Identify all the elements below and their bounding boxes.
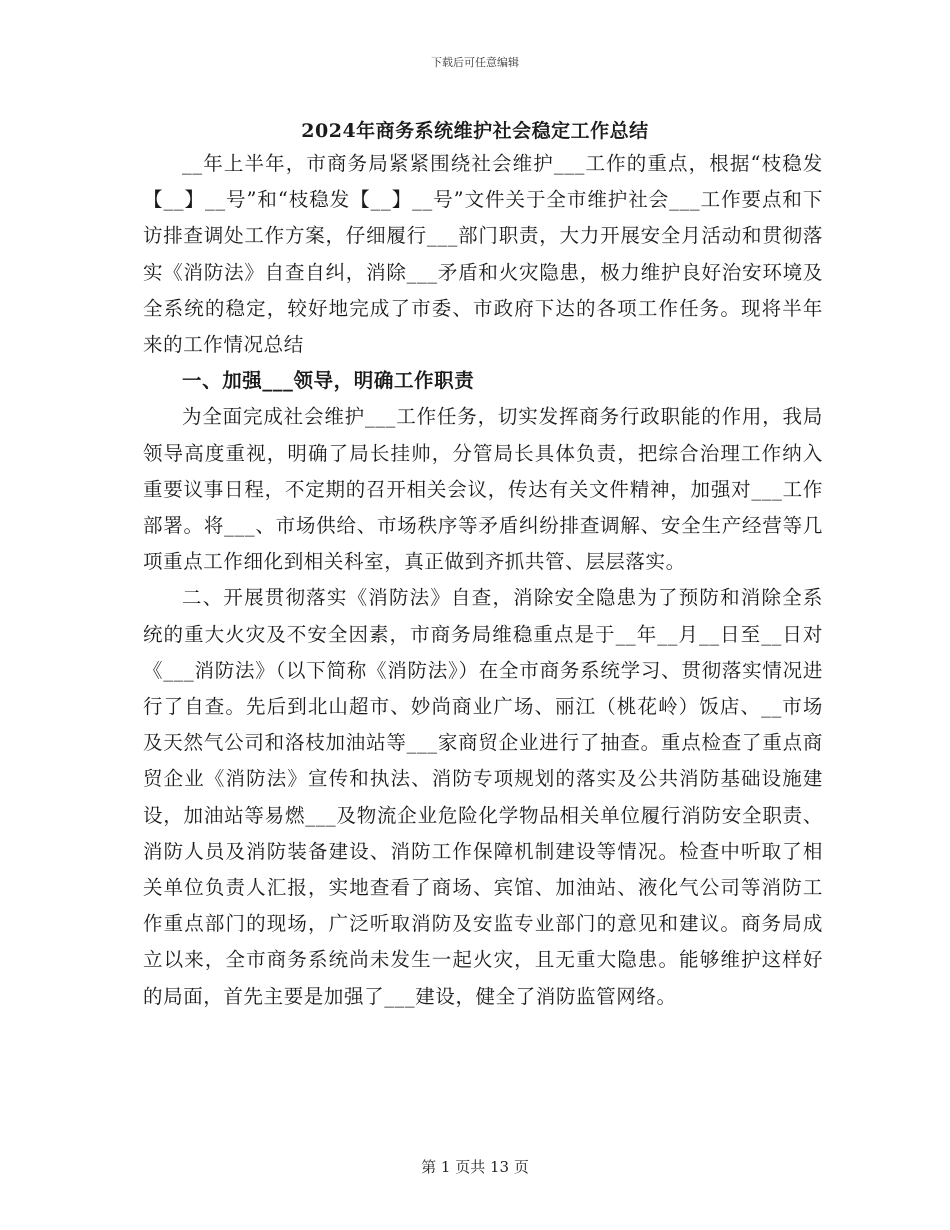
section-heading-1: 一、加强___领导，明确工作职责 [182, 369, 475, 393]
document-title: 2024年商务系统维护社会稳定工作总结 [301, 120, 649, 142]
header-note: 下载后可任意编辑 [431, 56, 519, 69]
document-body [143, 146, 823, 1015]
paragraph-section-1: 为全面完成社会维护___工作任务，切实发挥商务行政职能的作用，我局领导高度重视，明确了局长挂帅，分管局长具体负责，把综合治理工作纳入重要议事日程，不定期的召开相关会议，传达有关文件精神，加强对___工作部署。将___、市场供给、市场秩序等矛盾纠纷排查调解、安全生产经营等几项重点工作细化到相关科室，真正做到齐抓共管、层层落实。 [143, 405, 823, 574]
paragraph-section-2: 二、开展贯彻落实《消防法》自查，消除安全隐患为了预防和消除全系统的重大火灾及不安全因素，市商务局维稳重点是于__年__月__日至__日对《___消防法》（以下简称《消防法》）在全市商务系统学习、贯彻落实情况进行了自查。先后到北山超市、妙尚商业广场、丽江（桃花岭）饭店、__市场及天然气公司和洛枝加油站等___家商贸企业进行了抽查。重点检查了重点商贸企业《消防法》宣传和执法、消防专项规划的落实及公共消防基础设施建设，加油站等易燃___及物流企业危险化学物品相关单位履行消防安全职责、消防人员及消防装备建设、消防工作保障机制建设等情况。检查中听取了相关单位负责人汇报，实地查看了商场、宾馆、加油站、液化气公司等消防工作重点部门的现场，广泛听取消防及安监专业部门的意见和建议。商务局成立以来，全市商务系统尚未发生一起火灾，且无重大隐患。能够维护这样好的局面，首先主要是加强了___建设，健全了消防监管网络。 [143, 586, 823, 1008]
page-footer: 第 1 页共 13 页 [421, 1158, 529, 1176]
paragraph-intro: __年上半年，市商务局紧紧围绕社会维护___工作的重点，根据“枝稳发【__】__号”和“枝稳发【__】__号”文件关于全市维护社会___工作要点和下访排查调处工作方案，仔细履行___部门职责，大力开展安全月活动和贯彻落实《消防法》自查自纠，消除___矛盾和火灾隐患，极力维护良好治安环境及全系统的稳定，较好地完成了市委、市政府下达的各项工作任务。现将半年来的工作情况总结 [143, 152, 823, 357]
